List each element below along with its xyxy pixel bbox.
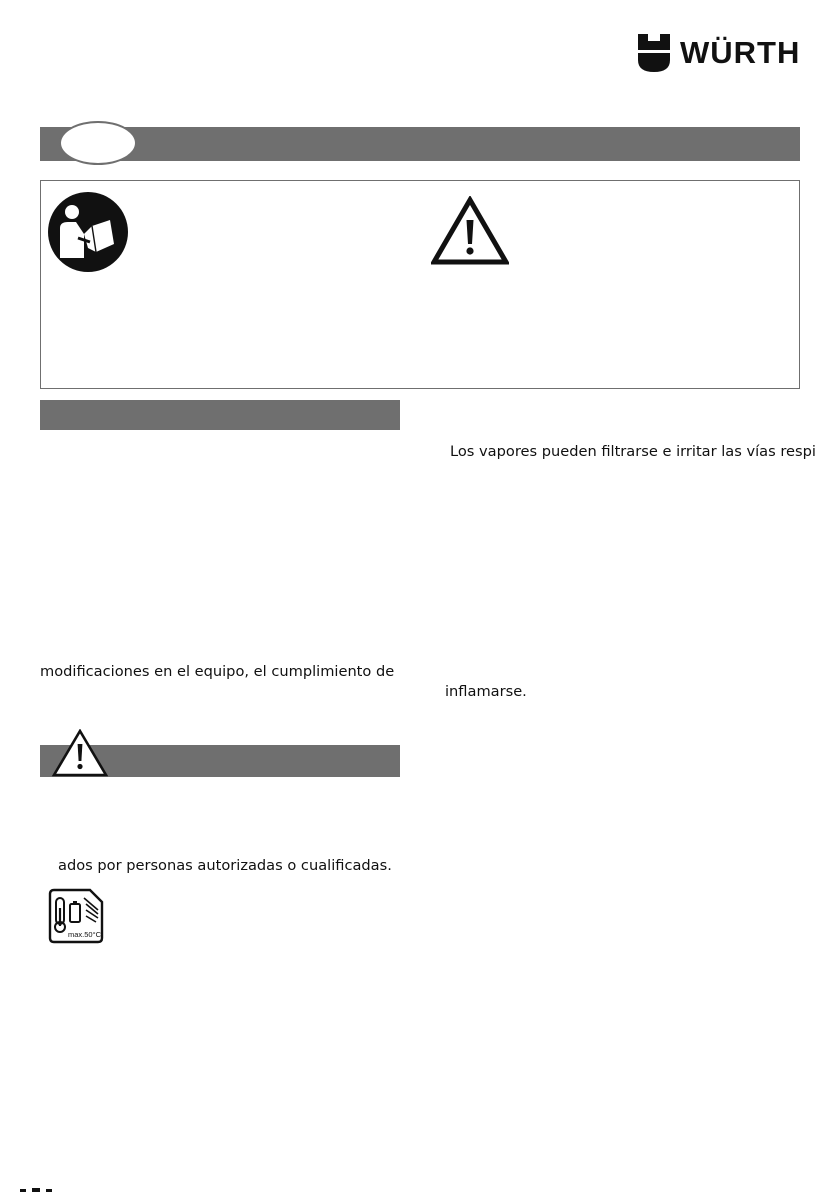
right-col-line-2: inflamarse. bbox=[445, 683, 527, 700]
brand-logo bbox=[638, 34, 802, 72]
safety-notice-box bbox=[40, 180, 800, 389]
max-temperature-label: max.50°C bbox=[68, 930, 102, 939]
warning-triangle-icon bbox=[52, 729, 108, 777]
footer-mark bbox=[20, 1186, 70, 1192]
max-temperature-icon bbox=[48, 888, 104, 944]
wurth-logo-icon bbox=[638, 34, 670, 72]
warning-triangle-icon bbox=[431, 196, 509, 266]
left-col-line-1: modificaciones en el equipo, el cumplimiento de bbox=[40, 663, 395, 680]
language-badge bbox=[59, 121, 137, 165]
right-col-line-1: Los vapores pueden filtrarse e irritar las vías respi bbox=[450, 443, 816, 460]
left-section-header-bar bbox=[40, 400, 400, 430]
section-title-bar bbox=[40, 127, 800, 161]
left-col-line-2: ados por personas autorizadas o cualificadas. bbox=[58, 857, 392, 874]
read-manual-icon bbox=[48, 186, 128, 278]
brand-name: WÜRTH bbox=[680, 35, 801, 70]
